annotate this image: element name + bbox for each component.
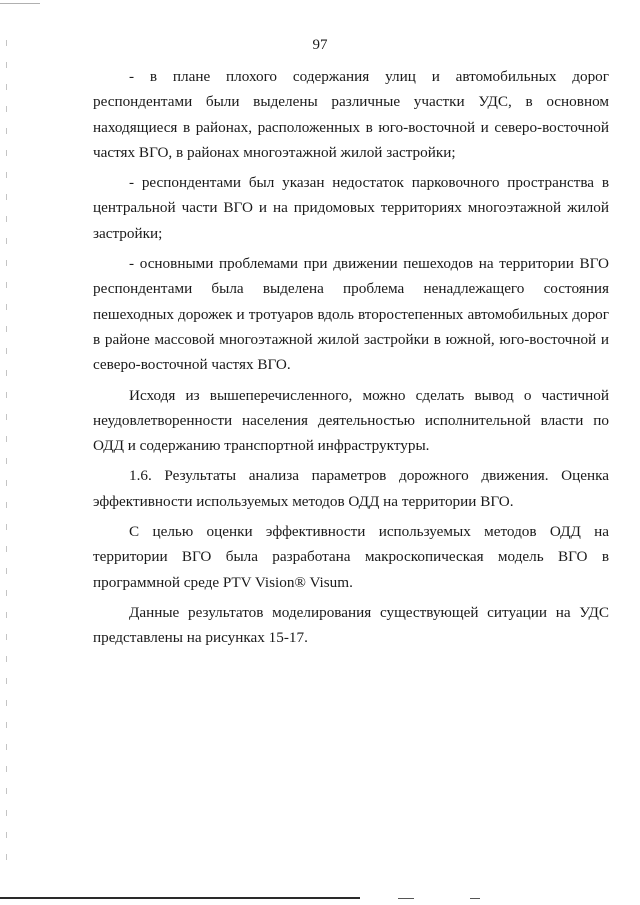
paragraph-results-figures: Данные результатов моделирования существующей ситуации на УДС представлены на рисунках 15-17.	[93, 603, 609, 647]
footer-mark	[470, 898, 480, 899]
footer-mark	[398, 898, 414, 899]
document-body	[93, 64, 609, 656]
paragraph-bad-road-maintenance: - в плане плохого содержания улиц и автомобильных дорог респондентами были выделены различные участки УДС, в основном находящиеся в районах, расположенных в юго-восточной и северо-восточной частях ВГО, в районах многоэтажной жилой застройки;	[93, 68, 609, 161]
page-number: 97	[312, 37, 328, 53]
section-heading-1-6: 1.6. Результаты анализа параметров дорожного движения. Оценка эффективности используемых методов ОДД на территории ВГО.	[93, 467, 609, 510]
footer-rule	[0, 897, 360, 899]
paragraph-conclusion: Исходя из вышеперечисленного, можно сделать вывод о частичной неудовлетворенности населения деятельностью исполнительной власти по ОДД и содержанию транспортной инфраструктуры.	[93, 386, 609, 455]
paragraph-model-developed: С целью оценки эффективности используемых методов ОДД на территории ВГО была разработана макроскопическая модель ВГО в программной среде PTV Vision® Visum.	[93, 523, 609, 591]
paragraph-pedestrian-problems: - основными проблемами при движении пешеходов на территории ВГО респондентами была выделена проблема ненадлежащего состояния пешеходных дорожек и тротуаров вдоль второстепенных автомобильных дорог в районе массовой многоэтажной жилой застройки в южной, юго-восточной и северо-восточной частях ВГО.	[93, 255, 609, 374]
scan-edge-top	[0, 3, 40, 4]
scan-edge-left	[6, 40, 7, 860]
paragraph-parking-shortage: - респондентами был указан недостаток парковочного пространства в центральной части ВГО и на придомовых территориях многоэтажной жилой застройки;	[93, 174, 609, 242]
